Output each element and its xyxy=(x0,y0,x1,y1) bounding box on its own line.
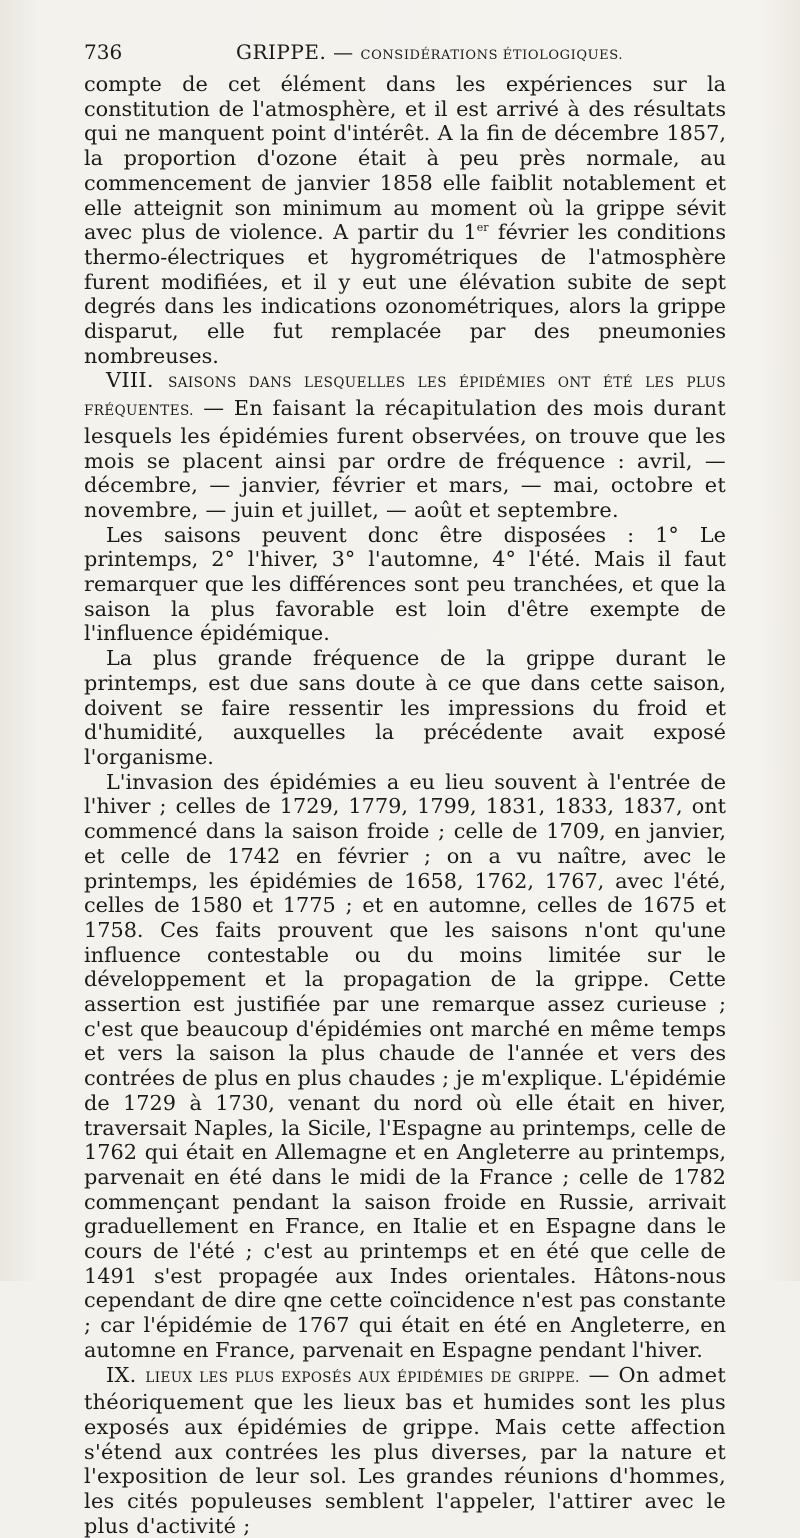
section-ix xyxy=(84,1363,726,1538)
paragraph-invasion: L'invasion des épidémies a eu lieu souvent à l'entrée de l'hiver ; celles de 1729, 1779, 1799, 1831, 1833, 1837, ont commencé dans la saison froide ; celle de 1709, en janvier, et celle de 1742 en février ; on a vu naître, avec le printemps, les épidémies de 1658, 1762, 1767, avec l'été, celles de 1580 et 1775 ; et en automne, celles de 1675 et 1758. Ces faits prouvent que les saisons n'ont qu'une influence contestable ou du moins limitée sur le développement et la propagation de la grippe. Cette assertion est justifiée par une remarque assez curieuse ; c'est que beaucoup d'épidémies ont marché en même temps et vers la saison la plus chaude de l'année et vers des contrées de plus en plus chaudes ; je m'explique. L'épidémie de 1729 à 1730, venant du nord où elle était en hiver, traversait Naples, la Sicile, l'Espagne au printemps, celle de 1762 qui était en Allemagne et en Angleterre au printemps, parvenait en été dans le midi de la France ; celle de 1782 commençant pendant la saison froide en Russie, arrivait graduellement en France, en Italie et en Espagne dans le cours de l'été ; c'est au printemps et en été que celle de 1491 s'est propagée aux Indes orientales. Hâtons-nous cependant de dire qne cette coïncidence n'est pas constante ; car l'épidémie de 1767 qui était en été en Angleterre, en automne en France, parvenait en Espagne pendant l'hiver. xyxy=(84,769,726,1362)
section-viii-title: SAISONS DANS LESQUELLES LES ÉPIDÉMIES ONT ÉTÉ LES PLUS FRÉQUENTES. xyxy=(84,375,726,420)
page-header xyxy=(84,40,734,70)
page-number: 736 xyxy=(84,40,123,64)
running-head-subtitle: CONSIDÉRATIONS ÉTIOLOGIQUES. xyxy=(360,48,624,63)
section-ix-title: LIEUX LES PLUS EXPOSÉS AUX ÉPIDÉMIES DE GRIPPE. xyxy=(145,1369,580,1386)
section-viii-number: VIII. xyxy=(106,368,154,393)
superscript-er: er xyxy=(476,221,489,235)
running-head xyxy=(236,40,623,64)
section-viii-text: — En faisant la récapitulation des mois durant lesquels les épidémies furent observées, on trouve que les mois se placent ainsi par ordre de fréquence : avril, — décembre, — janvier, février et mars, — mai, octobre et novembre, — juin et juillet, — août et septembre. xyxy=(84,396,726,522)
running-head-dash: — xyxy=(333,40,354,64)
section-ix-text: — On admet théoriquement que les lieux bas et humides sont les plus exposés aux épidémies de grippe. Mais cette affection s'étend aux contrées les plus diverses, par la nature et l'exposition de leur sol. Les grandes réunions d'hommes, les cités populeuses semblent l'appeler, l'attirer avec le plus d'activité ; xyxy=(84,1362,726,1538)
running-head-title: GRIPPE. xyxy=(236,40,327,64)
paragraph-spring-frequency: La plus grande fréquence de la grippe durant le printemps, est due sans doute à ce que dans cette saison, doivent se faire ressentir les impressions du froid et d'humidité, auxquelles la précédente avait exposé l'organisme. xyxy=(84,646,726,769)
page-body xyxy=(84,72,726,1538)
paragraph-seasons-order: Les saisons peuvent donc être disposées : 1° Le printemps, 2° l'hiver, 3° l'automne, 4° l'été. Mais il faut remarquer que les différences sont peu tranchées, et que la saison la plus favorable est loin d'être exempte de l'influence épidémique. xyxy=(84,522,726,646)
paragraph-ozone: compte de cet élément dans les expériences sur la constitution de l'atmosphère, et il est arrivé à des résultats qui ne manquent point d'intérêt. A la fin de décembre 1857, la proportion d'ozone était à peu près normale, au commencement de janvier 1858 elle faiblit notablement et elle atteignit son minimum au moment où la grippe sévit avec plus de violence. A partir du 1er février les conditions thermo-électriques et hygrométriques de l'atmosphère furent modifiées, et il y eut une élévation subite de sept degrés dans les indications ozonométriques, alors la grippe disparut, elle fut remplacée par des pneumonies nombreuses. xyxy=(84,72,726,368)
section-viii xyxy=(84,368,726,522)
section-ix-number: IX. xyxy=(106,1362,137,1387)
